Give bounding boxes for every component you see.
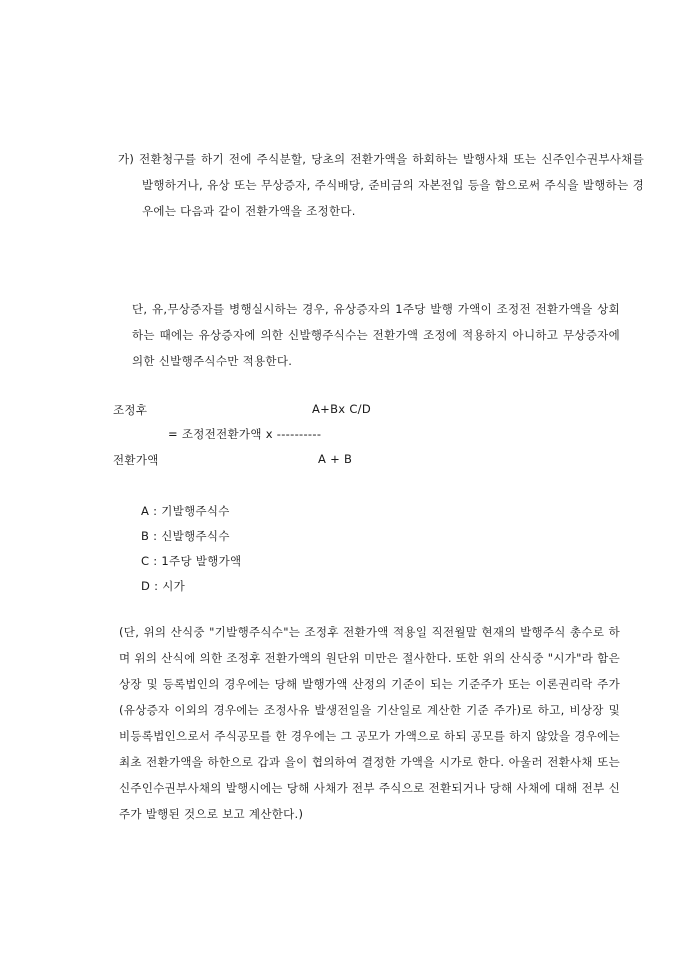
definition-item: A : 기발행주식수 <box>141 504 230 518</box>
formula-left-top: 조정후 <box>113 403 148 417</box>
definition-item: C : 1주당 발행가액 <box>141 554 242 568</box>
paragraph-conversion-adjustment: 가) 전환청구를 하기 전에 주식분할, 당초의 전환가액을 하회하는 발행사채 또는 신주인수권부사채를 발행하거나, 유상 또는 무상증자, 주식배당, 준비금의 자본전입 등을 함으로써 주식을 발행하는 경우에는 다음과 같이 전환가액을 조정한다. <box>118 152 644 218</box>
paragraph-proviso: 단, 유,무상증자를 병행실시하는 경우, 유상증자의 1주당 발행 가액이 조정전 전환가액을 상회하는 때에는 유상증자에 의한 신발행주식수는 전환가액 조정에 적용하지 아니하고 무상증자에 의한 신발행주식수만 적용한다. <box>132 302 620 368</box>
formula-left-bottom: 전환가액 <box>113 453 159 467</box>
formula-denominator: A + B <box>318 452 353 466</box>
definition-list <box>141 499 241 599</box>
paragraph-note: (단, 위의 산식중 "기발행주식수"는 조정후 전환가액 적용일 직전월말 현재의 발행주식 총수로 하며 위의 산식에 의한 조정후 전환가액의 원단위 미만은 절사한다. 또한 위의 산식중 "시가"라 함은상장 및 등록법인의 경우에는 당해 발행가액 산정의 기준이 되는 기준주가 또는 이론권리락 주가(유상증자 이외의 경우에는 조정사유 발생전일을 기산일로 계산한 기준 주가)로 하고, 비상장 및 비등록법인으로서 주식공모를 한 경우에는 그 공모가 가액으로 하되 공모를 하지 않았을 경우에는 최초 전환가액을 하한으로 갑과 을이 협의하여 결정한 가액을 시가로 한다. 아울러 전환사채 또는 신주인수권부사채의 발행시에는 당해 사채가 전부 주식으로 전환되거나 당해 사채에 대해 전부 신주가 발행된 것으로 보고 계산한다.) <box>119 625 620 821</box>
definition-item: D : 시가 <box>141 579 186 593</box>
definition-item: B : 신발행주식수 <box>141 529 230 543</box>
formula-numerator: A+Bx C/D <box>312 402 372 416</box>
formula-middle: = 조정전전환가액 x ---------- <box>168 427 322 441</box>
